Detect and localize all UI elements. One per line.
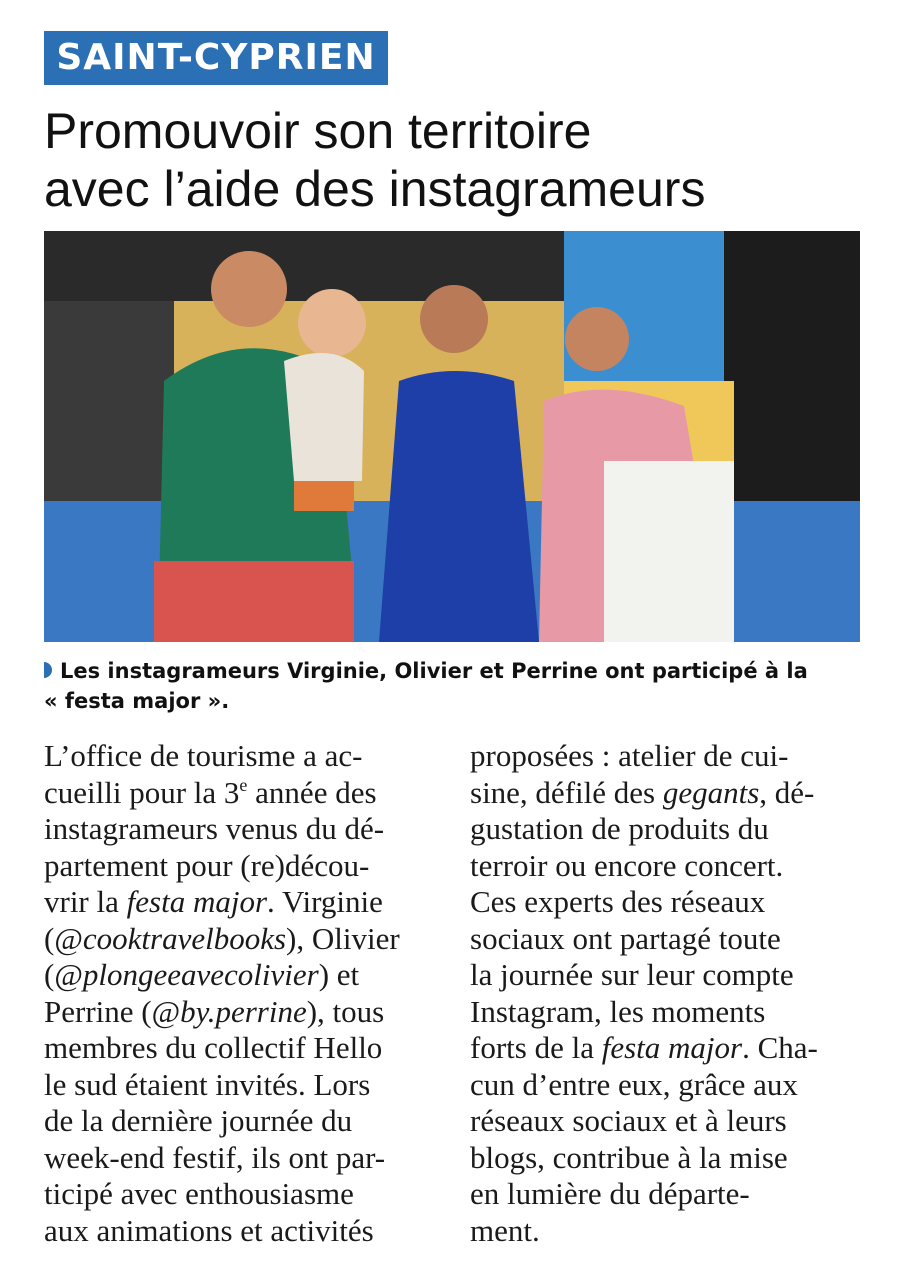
article-line: le sud étaient invités. Lors bbox=[44, 1066, 371, 1102]
caption-marker-icon bbox=[44, 662, 52, 678]
article-line: (@cooktravelbooks), Olivier bbox=[44, 920, 400, 956]
article-line: vrir la festa major. Virginie bbox=[44, 884, 383, 919]
article-line: Instagram, les moments bbox=[470, 993, 766, 1029]
article-line: (@plongeeavecolivier) et bbox=[44, 957, 360, 992]
article-line: L’office de tourisme a ac- bbox=[44, 738, 363, 773]
headline bbox=[44, 102, 874, 218]
article-line: cueilli pour la 3e année des bbox=[44, 774, 377, 810]
caption-line: « festa major ». bbox=[44, 689, 230, 713]
article-line: Ces experts des réseaux bbox=[470, 884, 766, 919]
article-line: ticipé avec enthousiasme bbox=[44, 1176, 354, 1211]
article-line: membres du collectif Hello bbox=[44, 1030, 383, 1065]
headline-line: avec l’aide des instagrameurs bbox=[44, 161, 706, 217]
article-line: la journée sur leur compte bbox=[470, 957, 794, 992]
article-line: ment. bbox=[470, 1212, 540, 1248]
article-line: aux animations et activités bbox=[44, 1212, 374, 1248]
article-line: blogs, contribue à la mise bbox=[470, 1139, 788, 1175]
article-line: sociaux ont partagé toute bbox=[470, 920, 781, 956]
article-line: instagrameurs venus du dé- bbox=[44, 811, 385, 846]
article-line: en lumière du départe- bbox=[470, 1176, 750, 1211]
article-line: cun d’entre eux, grâce aux bbox=[470, 1066, 798, 1102]
article-line: Perrine (@by.perrine), tous bbox=[44, 993, 385, 1029]
article-line: réseaux sociaux et à leurs bbox=[470, 1103, 787, 1138]
section-kicker: SAINT-CYPRIEN bbox=[44, 31, 388, 85]
group-photo bbox=[44, 231, 860, 642]
article-line: proposées : atelier de cui- bbox=[470, 738, 789, 773]
headline-line: Promouvoir son territoire bbox=[44, 103, 592, 159]
article-line: terroir ou encore concert. bbox=[470, 847, 784, 883]
article-line: forts de la festa major. Cha- bbox=[470, 1030, 818, 1065]
article-line: week-end festif, ils ont par- bbox=[44, 1139, 386, 1175]
article-line: partement pour (re)décou- bbox=[44, 847, 370, 883]
article-line: gustation de produits du bbox=[470, 811, 769, 846]
article-column-left bbox=[44, 738, 436, 1249]
article-column-right bbox=[470, 738, 862, 1249]
article-line: de la dernière journée du bbox=[44, 1103, 353, 1138]
photo-caption bbox=[44, 656, 864, 716]
caption-line: Les instagrameurs Virginie, Olivier et Perrine ont participé à la bbox=[44, 656, 864, 686]
article-line: sine, défilé des gegants, dé- bbox=[470, 774, 815, 810]
